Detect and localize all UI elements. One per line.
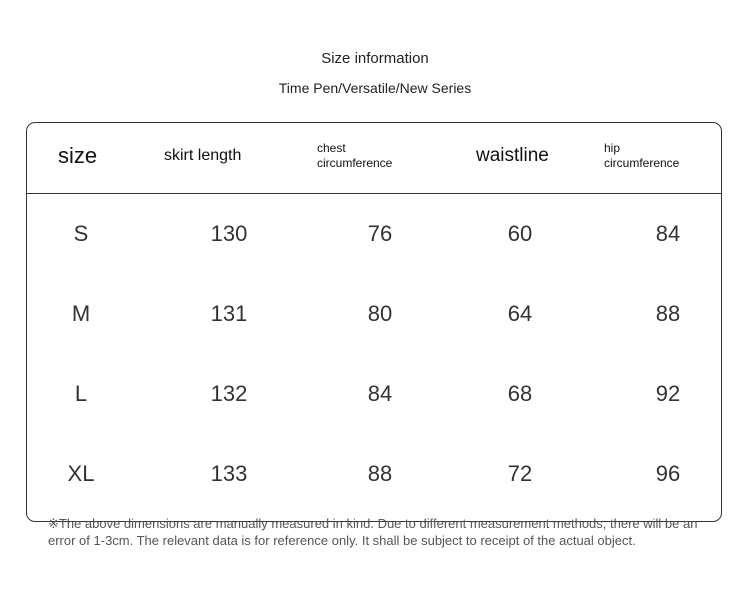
header-waistline: waistline <box>476 145 549 166</box>
header-hip-circumference <box>604 141 704 171</box>
cell-hip: 84 <box>655 221 681 246</box>
cell-waistline: 72 <box>507 461 533 486</box>
cell-hip: 92 <box>655 381 681 406</box>
header-hip-line1: hip <box>604 141 621 155</box>
header-hip-line2: circumference <box>604 156 680 170</box>
cell-chest: 84 <box>367 381 393 406</box>
cell-size: M <box>71 301 91 326</box>
table-header-row <box>27 123 721 194</box>
table-row <box>27 275 721 355</box>
cell-chest: 88 <box>367 461 393 486</box>
cell-waistline: 64 <box>507 301 533 326</box>
header-skirt-length: skirt length <box>164 147 242 164</box>
cell-skirt-length: 133 <box>210 461 248 486</box>
header-chest-circumference <box>317 141 417 171</box>
cell-chest: 80 <box>367 301 393 326</box>
cell-size: XL <box>67 461 95 486</box>
cell-waistline: 68 <box>507 381 533 406</box>
table-row <box>27 355 721 435</box>
cell-size: L <box>74 381 88 406</box>
size-table <box>26 122 722 522</box>
cell-chest: 76 <box>367 221 393 246</box>
measurement-note: ※The above dimensions are manually measured in kind. Due to different measurement methods, there will be an error of 1-3cm. The relevant data is for reference only. It shall be subject to receipt of the actual object. <box>48 516 698 548</box>
cell-skirt-length: 132 <box>210 381 248 406</box>
cell-hip: 96 <box>655 461 681 486</box>
cell-hip: 88 <box>655 301 681 326</box>
cell-waistline: 60 <box>507 221 533 246</box>
table-row <box>27 435 721 515</box>
header-size: size <box>58 143 98 168</box>
page-title: Size information <box>321 50 429 67</box>
cell-skirt-length: 131 <box>210 301 248 326</box>
page-subtitle: Time Pen/Versatile/New Series <box>278 80 472 96</box>
cell-skirt-length: 130 <box>210 221 248 246</box>
header-chest-line1: chest <box>317 141 346 155</box>
table-row <box>27 195 721 275</box>
header-chest-line2: circumference <box>317 156 393 170</box>
cell-size: S <box>73 221 89 246</box>
